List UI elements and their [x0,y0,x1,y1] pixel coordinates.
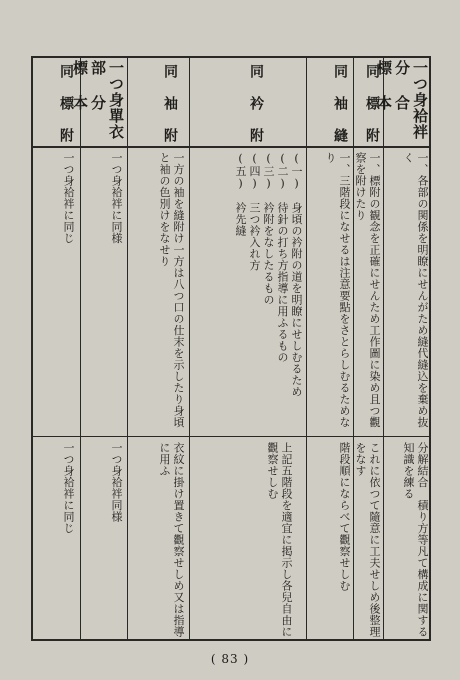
column-5-body-left: 一方の袖を縫附け一方は八つ口の仕末を示したり身頃と袖の色別けをなせり [158,152,185,428]
column-4-header: 同 衿 附 [248,64,264,144]
column-6-body-right: 一つ身袷袢同様 [110,442,123,523]
column-6-header: 一つ身單衣部 分 標 本 [71,60,125,140]
column-5-body-right: 衣紋に掛け置きて觀察せしめ又は指導に用ふ [158,442,185,638]
column-3-body-right: 階段順にならべて觀察せしむ [338,442,351,592]
column-1-body-right: 分解結合 積り方等凡て構成に関する知識を練る [402,442,429,638]
column-5-header: 同 袖 附 [162,64,178,144]
column-6-body-left: 一つ身袷袢に同様 [110,152,123,244]
column-4-body-left: (一) 身頃の衿附の道を明瞭にせしむるため (二) 待針の打ち方指導に用ふるもの (三) 衿附をなしたるもの (四) 三つ衿入れ方 (五) 衿先縫 [234,152,303,398]
column-7-header: 同 標 附 [58,64,74,144]
page-number: ( 83 ) [210,652,250,666]
middle-rule [33,436,429,437]
vertical-table [31,56,431,641]
column-7-body-right: 一つ身袷袢に同じ [62,442,75,534]
column-7-body-left: 一つ身袷袢に同じ [62,152,75,244]
column-2-body-left: 一、標附の観念を正確にせんため工作圖に染め且つ觀察を附けたり [354,152,381,428]
column-2-header: 同 標 附 [364,64,380,144]
column-3-header: 同 袖 縫 [332,64,348,144]
header-rule [33,146,429,148]
column-3-body-left: 一、三階段になせるは注意要點をさとらしむるためなり [324,152,351,428]
column-2-body-right: これに依つて隨意に工夫せしめ後整理をなす [354,442,381,638]
column-1-header: 一つ身袷袢分 合 標 本 [375,60,429,140]
column-1-body-left: 一、各部の関係を明瞭にせんがため縫代縫込を棄め抜く [402,152,429,428]
column-4-body-right: 上記五階段を適宜に掲示し各兒自由に觀察せしむ [266,442,293,638]
